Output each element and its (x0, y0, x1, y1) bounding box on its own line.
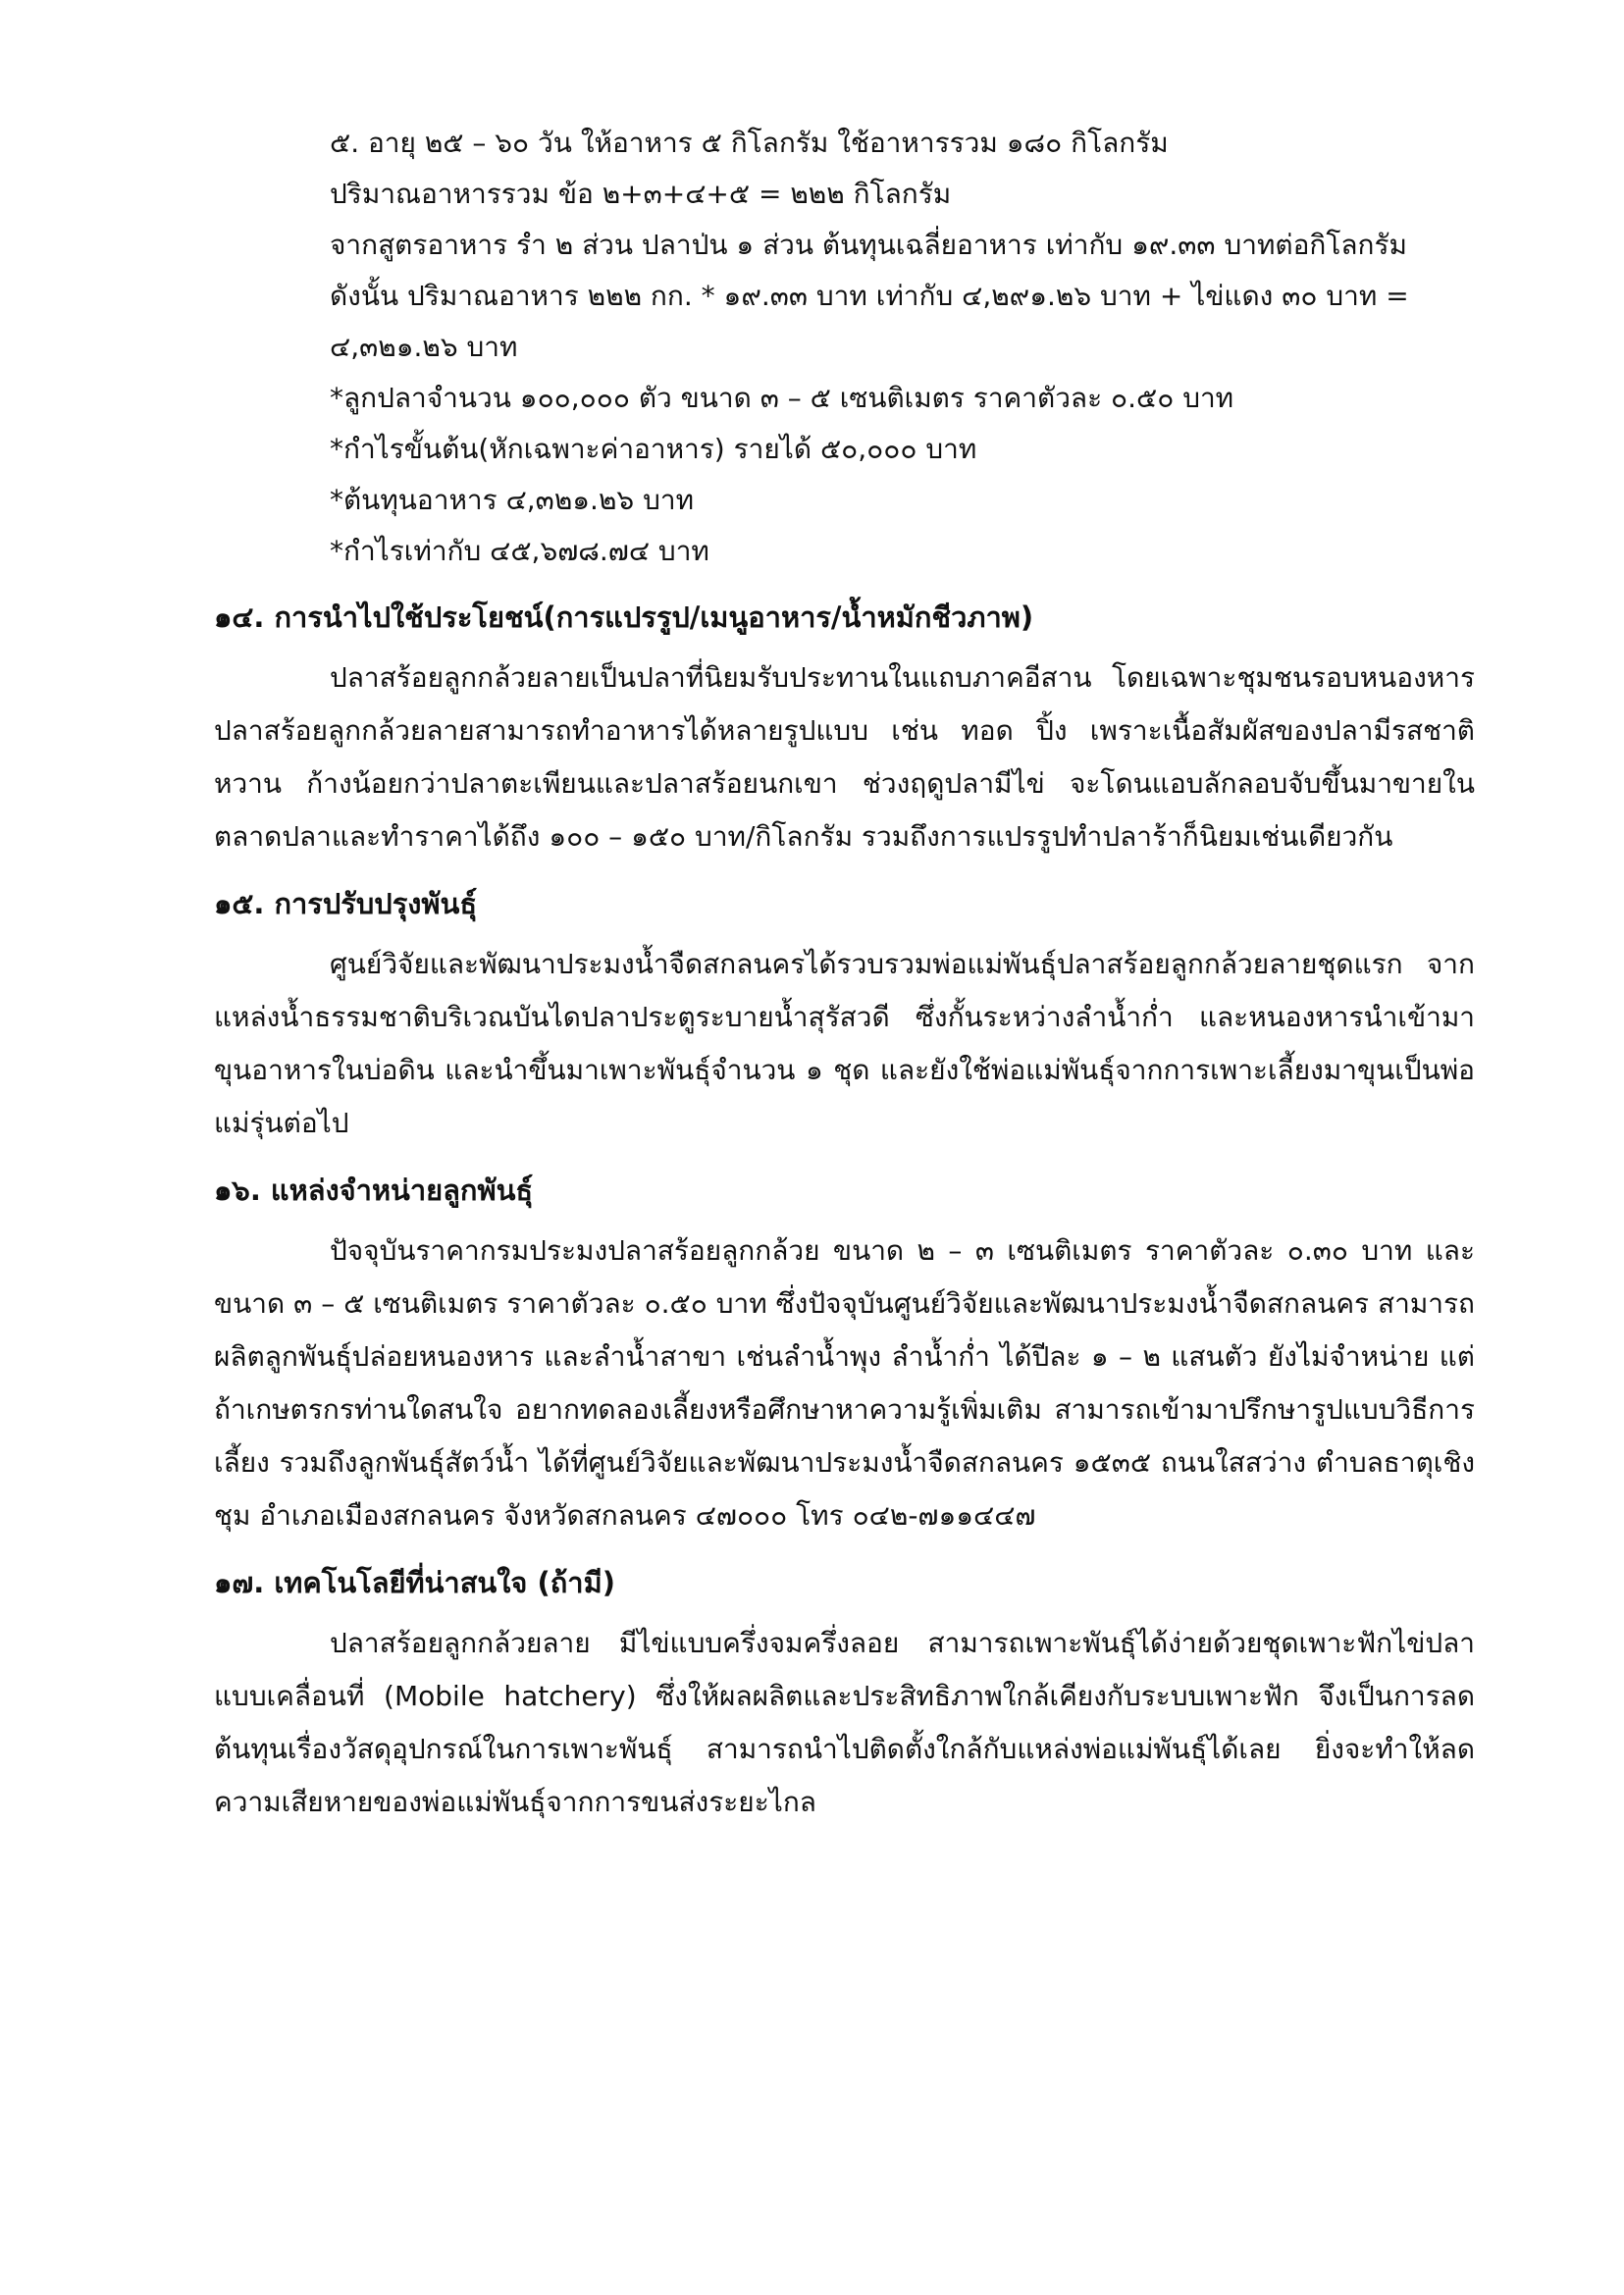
calc-line-feed-expense: *ต้นทุนอาหาร ๔,๓๒๑.๒๖ บาท (330, 484, 695, 516)
calc-line-feed-cost: ดังนั้น ปริมาณอาหาร ๒๒๒ กก. * ๑๙.๓๓ บาท เท่ากับ ๔,๒๙๑.๒๖ บาท + ไข่แดง ๓๐ บาท = (330, 280, 1409, 312)
section-heading: ๑๗. เทคโนโลยีที่น่าสนใจ (ถ้ามี) (214, 1566, 615, 1599)
calc-line-profit: *กำไรเท่ากับ ๔๕,๖๗๘.๗๔ บาท (330, 535, 709, 567)
section-heading: ๑๕. การปรับปรุงพันธุ์ (214, 887, 478, 920)
cost-calculation-block (330, 118, 1475, 577)
calc-line-total-feed: ปริมาณอาหารรวม ข้อ ๒+๓+๔+๕ = ๒๒๒ กิโลกรัม (330, 178, 952, 210)
section-15-breeding-improvement (214, 877, 1475, 1150)
calc-line-feed-cost-total: ๔,๓๒๑.๒๖ บาท (330, 331, 518, 363)
calc-line-revenue: *กำไรขั้นต้น(หักเฉพาะค่าอาหาร) รายได้ ๕๐,๐๐๐ บาท (330, 433, 977, 465)
page-content (214, 118, 1475, 1829)
section-16-fingerling-sources (214, 1164, 1475, 1542)
section-body: ปลาสร้อยลูกกล้วยลายเป็นปลาที่นิยมรับประทานในแถบภาคอีสาน โดยเฉพาะชุมชนรอบหนองหาร ปลาสร้อยลูกกล้วยลายสามารถทำอาหารได้หลายรูปแบบ เช่น ทอด ปิ้ง เพราะเนื้อสัมผัสของปลามีรสชาติหวาน ก้างน้อยกว่าปลาตะเพียนและปลาสร้อยนกเขา ช่วงฤดูปลามีไข่ จะโดนแอบลักลอบจับขึ้นมาขายในตลาดปลาและทำราคาได้ถึง ๑๐๐ – ๑๕๐ บาท/กิโลกรัม รวมถึงการแปรรูปทำปลาร้าก็นิยมเช่นเดียวกัน (214, 661, 1475, 853)
section-heading: ๑๖. แหล่งจำหน่ายลูกพันธุ์ (214, 1174, 534, 1207)
section-body: ปลาสร้อยลูกกล้วยลาย มีไข่แบบครึ่งจมครึ่งลอย สามารถเพาะพันธุ์ได้ง่ายด้วยชุดเพาะฟักไข่ปลาแบบเคลื่อนที่ (Mobile hatchery) ซึ่งให้ผลผลิตและประสิทธิภาพใกล้เคียงกับระบบเพาะฟัก จึงเป็นการลดต้นทุนเรื่องวัสดุอุปกรณ์ในการเพาะพันธุ์ สามารถนำไปติดตั้งใกล้กับแหล่งพ่อแม่พันธุ์ได้เลย ยิ่งจะทำให้ลดความเสียหายของพ่อแม่พันธุ์จากการขนส่งระยะไกล (214, 1627, 1475, 1818)
calc-line-feeding-age: ๕. อายุ ๒๕ – ๖๐ วัน ให้อาหาร ๕ กิโลกรัม ใช้อาหารรวม ๑๘๐ กิโลกรัม (330, 127, 1169, 159)
section-body: ปัจจุบันราคากรมประมงปลาสร้อยลูกกล้วย ขนาด ๒ – ๓ เซนติเมตร ราคาตัวละ ๐.๓๐ บาท และขนาด ๓ – ๕ เซนติเมตร ราคาตัวละ ๐.๕๐ บาท ซึ่งปัจจุบันศูนย์วิจัยและพัฒนาประมงน้ำจืดสกลนคร สามารถผลิตลูกพันธุ์ปล่อยหนองหาร และลำน้ำสาขา เช่นลำน้ำพุง ลำน้ำก่ำ ได้ปีละ ๑ – ๒ แสนตัว ยังไม่จำหน่าย แต่ถ้าเกษตรกรท่านใดสนใจ อยากทดลองเลี้ยงหรือศึกษาหาความรู้เพิ่มเติม สามารถเข้ามาปรึกษารูปแบบวิธีการเลี้ยง รวมถึงลูกพันธุ์สัตว์น้ำ ได้ที่ศูนย์วิจัยและพัฒนาประมงน้ำจืดสกลนคร ๑๕๓๕ ถนนใสสว่าง ตำบลธาตุเชิงชุม อำเภอเมืองสกลนคร จังหวัดสกลนคร ๔๗๐๐๐ โทร ๐๔๒-๗๑๑๔๔๗ (214, 1234, 1475, 1532)
calc-line-feed-formula: จากสูตรอาหาร รำ ๒ ส่วน ปลาป่น ๑ ส่วน ต้นทุนเฉลี่ยอาหาร เท่ากับ ๑๙.๓๓ บาทต่อกิโลกรัม (330, 229, 1408, 261)
section-heading: ๑๔. การนำไปใช้ประโยชน์(การแปรรูป/เมนูอาหาร/น้ำหมักชีวภาพ) (214, 600, 1034, 634)
section-17-technology (214, 1556, 1475, 1829)
calc-line-fingerlings: *ลูกปลาจำนวน ๑๐๐,๐๐๐ ตัว ขนาด ๓ – ๕ เซนติเมตร ราคาตัวละ ๐.๕๐ บาท (330, 382, 1234, 414)
section-body: ศูนย์วิจัยและพัฒนาประมงน้ำจืดสกลนครได้รวบรวมพ่อแม่พันธุ์ปลาสร้อยลูกกล้วยลายชุดแรก จากแหล่งน้ำธรรมชาติบริเวณบันไดปลาประตูระบายน้ำสุรัสวดี ซึ่งกั้นระหว่างลำน้ำก่ำ และหนองหารนำเข้ามาขุนอาหารในบ่อดิน และนำขึ้นมาเพาะพันธุ์จำนวน ๑ ชุด และยังใช้พ่อแม่พันธุ์จากการเพาะเลี้ยงมาขุนเป็นพ่อแม่รุ่นต่อไป (214, 948, 1475, 1139)
section-14-utilization (214, 591, 1475, 863)
